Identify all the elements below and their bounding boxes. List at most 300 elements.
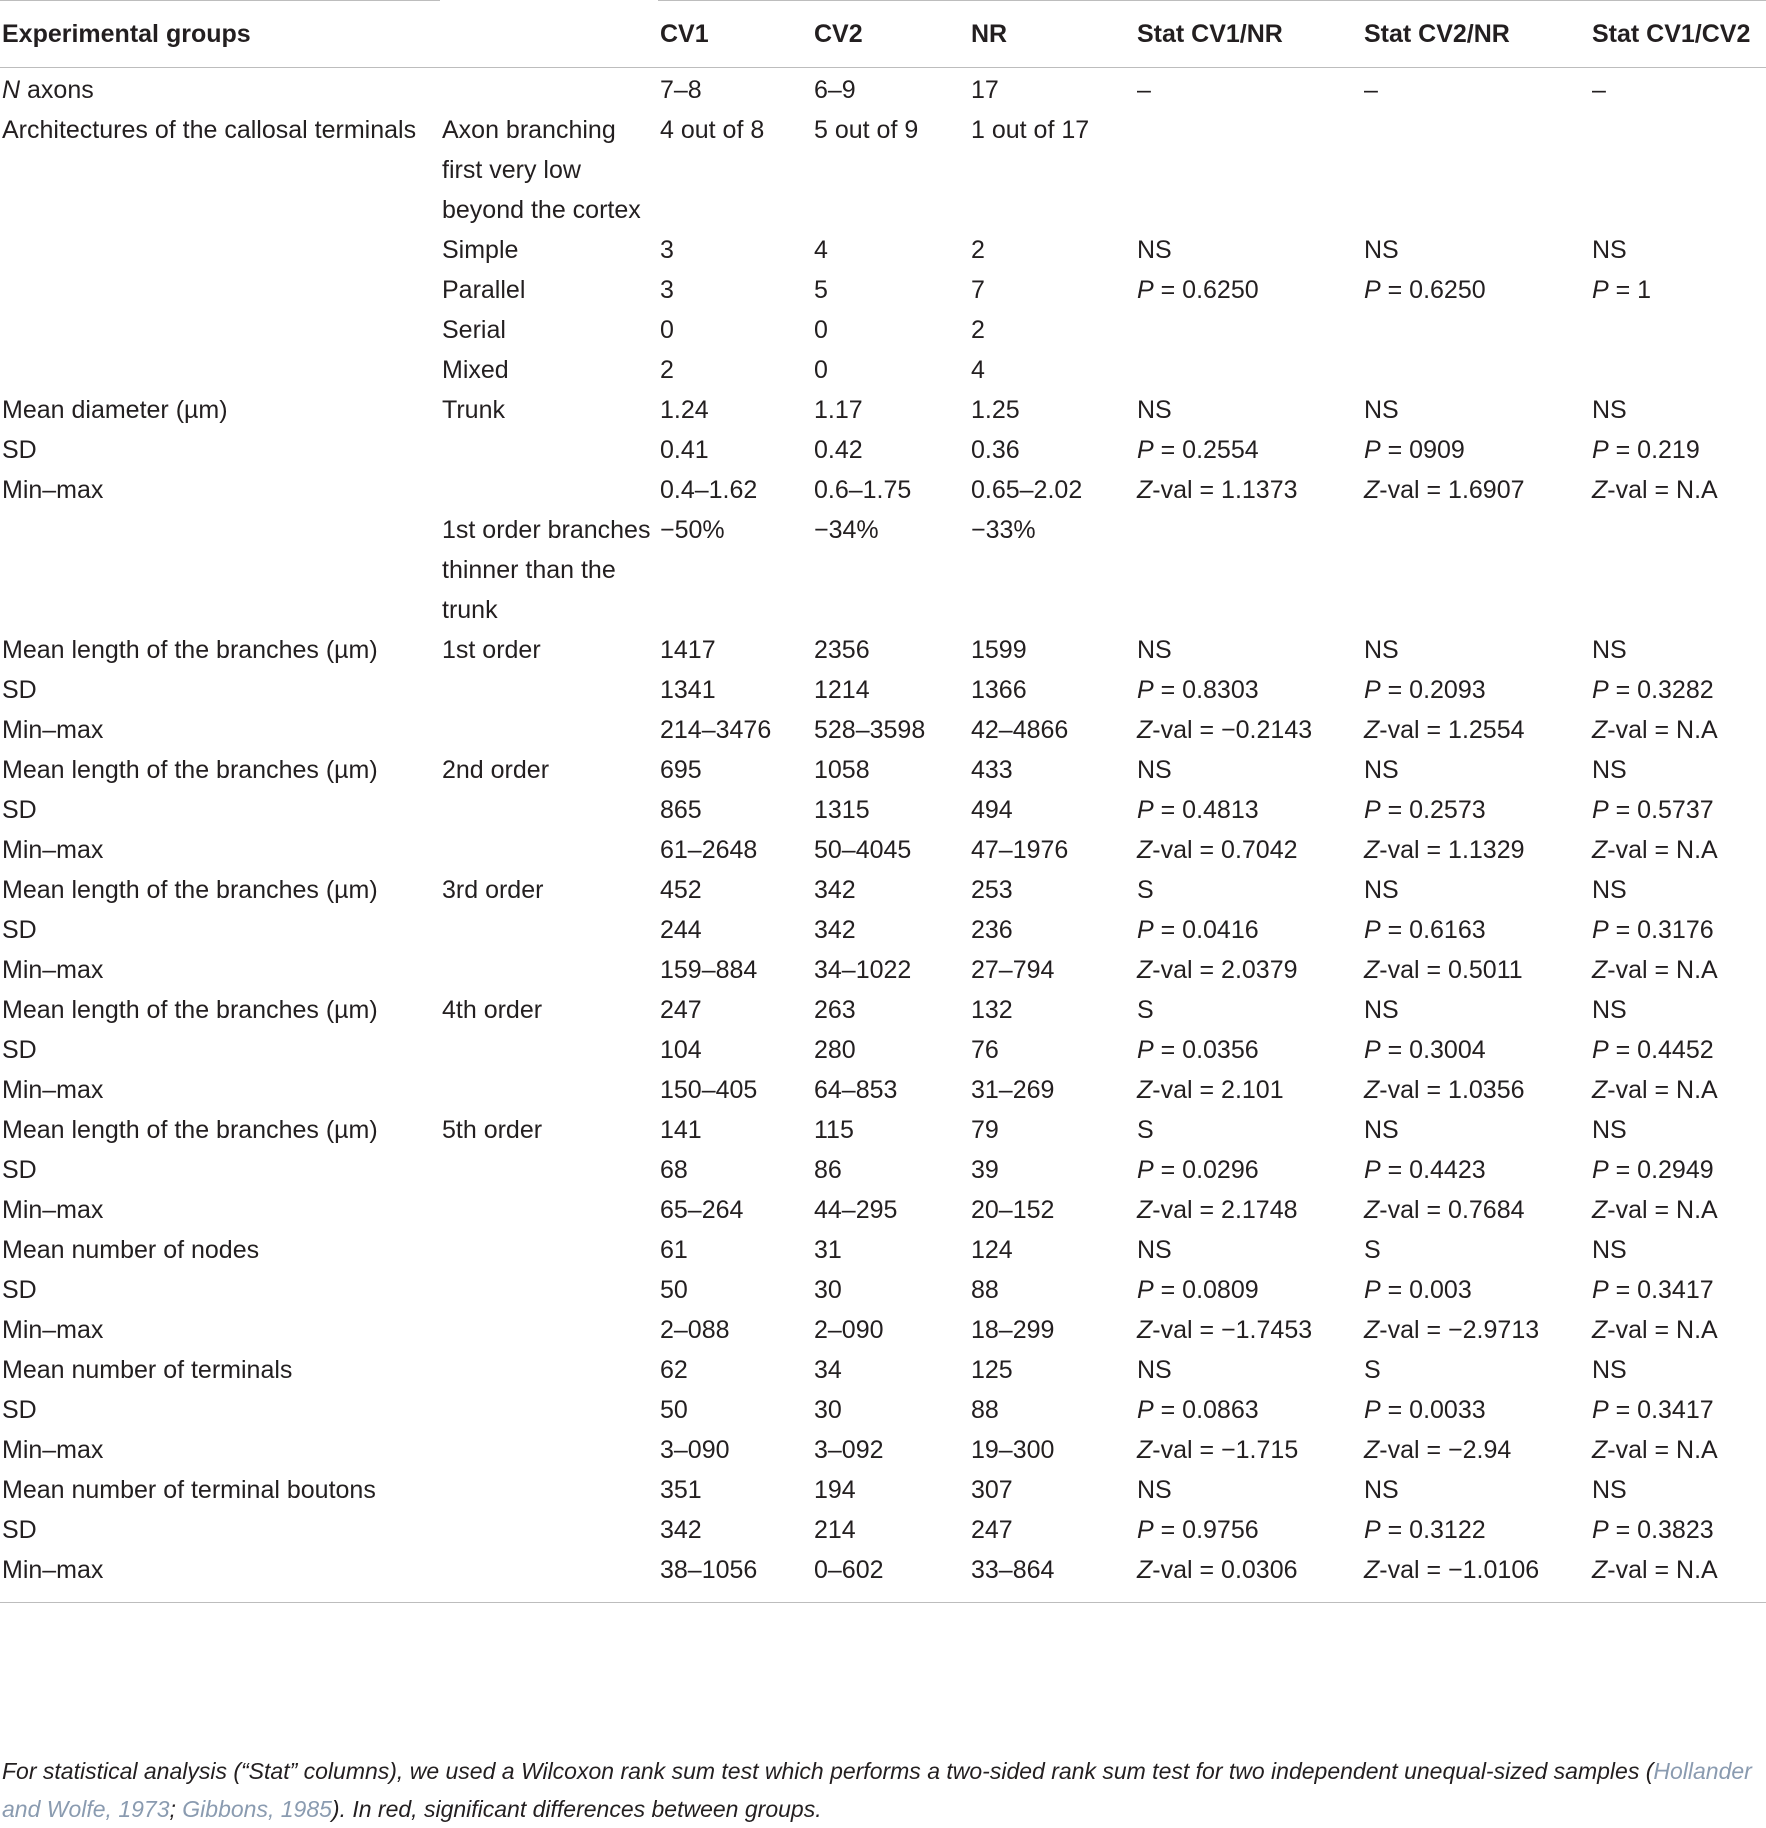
cell-nr: 79	[971, 1116, 999, 1144]
cell-nr: −33%	[971, 516, 1036, 544]
row-sublabel	[440, 1190, 658, 1230]
cell-cv1: 4 out of 8	[660, 116, 765, 144]
cell-stat-cv2-nr	[1362, 350, 1590, 390]
cell-nr: 19–300	[971, 1436, 1055, 1464]
table-row	[0, 870, 1766, 910]
cell-nr: 88	[971, 1396, 999, 1424]
cell-cv1: 1.24	[660, 396, 709, 424]
cell-nr: 18–299	[971, 1316, 1055, 1344]
cell-cv2: 263	[814, 996, 856, 1024]
cell-stat-cv2-nr: NS	[1364, 876, 1399, 904]
cell-stat-cv1-nr: P = 0.0863	[1137, 1396, 1259, 1424]
cell-stat-cv1-cv2: P = 0.3417	[1592, 1396, 1714, 1424]
row-label: Min–max	[2, 836, 104, 864]
cell-cv1: 0	[660, 316, 674, 344]
row-label: Min–max	[2, 1316, 104, 1344]
cell-cv1: 351	[660, 1476, 702, 1504]
row-label: SD	[2, 1276, 37, 1304]
row-sublabel	[440, 470, 658, 510]
cell-cv2: 1.17	[814, 396, 863, 424]
cell-stat-cv1-cv2: NS	[1592, 756, 1627, 784]
table-row	[0, 1070, 1766, 1110]
row-sublabel	[440, 790, 658, 830]
cell-stat-cv2-nr: P = 0.2573	[1364, 796, 1486, 824]
cell-stat-cv1-cv2	[1590, 510, 1766, 630]
table-row	[0, 510, 1766, 630]
table-row	[0, 990, 1766, 1030]
cell-cv2: 2–090	[814, 1316, 884, 1344]
footnote-text: For statistical analysis (“Stat” columns), we used a Wilcoxon rank sum test which performs a two-sided rank sum test for two independent unequal-sized samples (	[2, 1758, 1654, 1784]
table-footnote	[2, 1752, 1762, 1828]
cell-stat-cv1-nr: S	[1137, 1116, 1154, 1144]
cell-cv2: 64–853	[814, 1076, 898, 1104]
table-row	[0, 1230, 1766, 1270]
cell-cv2: 50–4045	[814, 836, 912, 864]
cell-stat-cv2-nr: NS	[1364, 996, 1399, 1024]
cell-stat-cv1-nr: NS	[1137, 636, 1172, 664]
row-sublabel	[440, 830, 658, 870]
row-label: SD	[2, 1036, 37, 1064]
cell-stat-cv1-nr: Z-val = 0.0306	[1135, 1550, 1362, 1603]
row-sublabel: Parallel	[442, 276, 526, 304]
table-row	[0, 430, 1766, 470]
cell-nr: 1 out of 17	[971, 116, 1090, 144]
cell-stat-cv2-nr: P = 0.0033	[1364, 1396, 1486, 1424]
row-sublabel: Serial	[442, 316, 506, 344]
cell-nr: 17	[971, 76, 999, 104]
cell-stat-cv1-nr: NS	[1137, 1236, 1172, 1264]
row-sublabel	[440, 1070, 658, 1110]
cell-stat-cv2-nr: P = 0.3122	[1364, 1516, 1486, 1544]
table-row	[0, 68, 1766, 111]
table-row	[0, 830, 1766, 870]
cell-stat-cv1-cv2: NS	[1592, 996, 1627, 1024]
cell-stat-cv1-nr: P = 0.0416	[1137, 916, 1259, 944]
cell-stat-cv2-nr: P = 0.003	[1364, 1276, 1472, 1304]
cell-stat-cv1-nr: NS	[1137, 756, 1172, 784]
cell-stat-cv2-nr: Z-val = −2.94	[1364, 1436, 1512, 1464]
cell-nr: 1599	[971, 636, 1027, 664]
cell-stat-cv1-nr: P = 0.0809	[1137, 1276, 1259, 1304]
cell-cv2: 115	[814, 1116, 854, 1144]
cell-cv1: −50%	[660, 516, 725, 544]
row-label: N axons	[2, 76, 94, 104]
cell-cv1: 141	[660, 1116, 702, 1144]
row-label: SD	[2, 1396, 37, 1424]
row-label: Mean number of nodes	[2, 1236, 260, 1264]
cell-stat-cv1-cv2: Z-val = N.A	[1592, 1076, 1718, 1104]
row-sublabel: Simple	[442, 236, 519, 264]
cell-cv1: 61	[660, 1236, 688, 1264]
row-label: Min–max	[2, 1076, 104, 1104]
header-stat-cv2-nr: Stat CV2/NR	[1362, 1, 1590, 68]
row-label: Mean number of terminals	[2, 1356, 293, 1384]
cell-cv2: 5 out of 9	[814, 116, 919, 144]
cell-cv2: 6–9	[814, 76, 856, 104]
table-row	[0, 1190, 1766, 1230]
row-label: Mean length of the branches (µm)	[2, 1116, 378, 1144]
row-label: SD	[2, 676, 37, 704]
table-row	[0, 630, 1766, 670]
table-row	[0, 1310, 1766, 1350]
cell-nr: 31–269	[971, 1076, 1055, 1104]
row-label: Min–max	[2, 956, 104, 984]
cell-nr: 42–4866	[971, 716, 1069, 744]
table-row	[0, 270, 1766, 310]
cell-stat-cv2-nr: P = 0.6250	[1364, 276, 1486, 304]
row-label: Min–max	[2, 1196, 104, 1224]
table-row	[0, 950, 1766, 990]
table-row	[0, 230, 1766, 270]
cell-nr: 47–1976	[971, 836, 1069, 864]
cell-nr: 307	[971, 1476, 1013, 1504]
cell-cv2: 30	[814, 1276, 842, 1304]
cell-cv1: 865	[660, 796, 702, 824]
row-sublabel	[440, 1550, 658, 1603]
cell-nr: 33–864	[969, 1550, 1135, 1603]
cell-stat-cv1-nr: S	[1137, 876, 1154, 904]
cell-stat-cv2-nr: S	[1364, 1356, 1381, 1384]
header-experimental-groups: Experimental groups	[0, 1, 440, 68]
cell-cv2: 0.6–1.75	[814, 476, 912, 504]
cell-nr: 494	[971, 796, 1013, 824]
row-sublabel: 1st order	[442, 636, 541, 664]
cell-nr: 88	[971, 1276, 999, 1304]
row-label	[0, 270, 440, 310]
cell-nr: 0.36	[971, 436, 1020, 464]
row-label: Min–max	[2, 716, 104, 744]
row-sublabel	[440, 910, 658, 950]
cell-stat-cv1-cv2: P = 0.3823	[1592, 1516, 1714, 1544]
row-label: Mean length of the branches (µm)	[2, 876, 378, 904]
header-cv1: CV1	[658, 1, 812, 68]
cell-stat-cv1-cv2: Z-val = N.A	[1590, 1550, 1766, 1603]
cell-stat-cv1-nr	[1135, 510, 1362, 630]
cell-stat-cv1-cv2: Z-val = N.A	[1592, 1436, 1718, 1464]
cell-stat-cv1-nr: P = 0.2554	[1137, 436, 1259, 464]
cell-stat-cv2-nr: Z-val = −1.0106	[1362, 1550, 1590, 1603]
header-cv2: CV2	[812, 1, 969, 68]
row-sublabel	[440, 1510, 658, 1550]
cell-stat-cv1-nr: Z-val = 0.7042	[1137, 836, 1298, 864]
table-row	[0, 390, 1766, 430]
header-stat-cv1-nr: Stat CV1/NR	[1135, 1, 1362, 68]
cell-stat-cv1-cv2: P = 0.219	[1592, 436, 1700, 464]
cell-nr: 247	[971, 1516, 1013, 1544]
cell-nr: 2	[971, 236, 985, 264]
cell-stat-cv1-cv2: P = 0.3176	[1592, 916, 1714, 944]
cell-stat-cv1-nr: P = 0.6250	[1137, 276, 1259, 304]
cell-stat-cv1-nr: NS	[1137, 1476, 1172, 1504]
cell-cv2: 5	[814, 276, 828, 304]
row-sublabel: Axon branching first very low beyond the cortex	[442, 116, 641, 224]
cell-stat-cv1-cv2: P = 0.3282	[1592, 676, 1714, 704]
row-sublabel	[440, 1230, 658, 1270]
row-label: Mean length of the branches (µm)	[2, 756, 378, 784]
table-row	[0, 1350, 1766, 1390]
table-row	[0, 1430, 1766, 1470]
row-sublabel	[440, 1430, 658, 1470]
cell-stat-cv1-cv2: NS	[1592, 396, 1627, 424]
table-row	[0, 750, 1766, 790]
cell-stat-cv2-nr: NS	[1364, 236, 1399, 264]
cell-cv2: 3–092	[814, 1436, 884, 1464]
cell-stat-cv1-cv2: NS	[1592, 876, 1627, 904]
cell-cv1: 244	[660, 916, 702, 944]
header-subgroup	[440, 1, 658, 68]
cell-stat-cv1-nr: S	[1137, 996, 1154, 1024]
cell-cv2: 0.42	[814, 436, 863, 464]
cell-stat-cv1-cv2	[1590, 110, 1766, 230]
cell-cv1: 159–884	[660, 956, 758, 984]
cell-cv2: 34–1022	[814, 956, 912, 984]
row-sublabel	[440, 430, 658, 470]
row-sublabel	[440, 670, 658, 710]
cell-nr: 124	[971, 1236, 1013, 1264]
cell-cv1: 68	[660, 1156, 688, 1184]
cell-stat-cv1-nr: P = 0.0356	[1137, 1036, 1259, 1064]
cell-cv1: 1417	[660, 636, 716, 664]
footnote-separator: ;	[169, 1796, 183, 1822]
row-sublabel	[440, 950, 658, 990]
cell-stat-cv1-cv2: P = 1	[1592, 276, 1652, 304]
cell-cv1: 61–2648	[660, 836, 758, 864]
footnote-reference-gibbons[interactable]: Gibbons, 1985	[182, 1796, 332, 1822]
row-sublabel: 4th order	[442, 996, 543, 1024]
cell-stat-cv2-nr: Z-val = 0.7684	[1364, 1196, 1525, 1224]
table-row	[0, 110, 1766, 230]
cell-stat-cv2-nr: Z-val = −2.9713	[1364, 1316, 1540, 1344]
cell-cv2: 31	[814, 1236, 842, 1264]
cell-stat-cv2-nr: Z-val = 0.5011	[1364, 956, 1523, 984]
row-label: SD	[2, 916, 37, 944]
cell-stat-cv1-cv2	[1590, 310, 1766, 350]
row-label	[0, 310, 440, 350]
cell-cv1: 38–1056	[658, 1550, 812, 1603]
cell-cv2: 528–3598	[814, 716, 926, 744]
cell-cv2: 2356	[814, 636, 870, 664]
footnote-tail: ). In red, significant differences between groups.	[331, 1796, 822, 1822]
cell-cv1: 2	[660, 356, 674, 384]
row-sublabel	[440, 1390, 658, 1430]
table-row	[0, 1550, 1766, 1603]
cell-stat-cv1-nr: NS	[1137, 396, 1172, 424]
row-label: Mean length of the branches (µm)	[2, 996, 378, 1024]
cell-stat-cv1-cv2	[1590, 350, 1766, 390]
cell-stat-cv1-cv2: NS	[1592, 1356, 1627, 1384]
cell-cv1: 3–090	[660, 1436, 730, 1464]
cell-cv2: 1214	[814, 676, 870, 704]
cell-stat-cv2-nr: S	[1364, 1236, 1381, 1264]
cell-stat-cv1-cv2: P = 0.4452	[1592, 1036, 1714, 1064]
cell-nr: 1.25	[971, 396, 1020, 424]
cell-stat-cv1-cv2: Z-val = N.A	[1592, 836, 1718, 864]
cell-stat-cv2-nr: Z-val = 1.6907	[1364, 476, 1525, 504]
table-row	[0, 1390, 1766, 1430]
cell-stat-cv2-nr: P = 0909	[1364, 436, 1465, 464]
table-row	[0, 710, 1766, 750]
row-label: SD	[2, 1156, 37, 1184]
cell-cv2: 34	[814, 1356, 842, 1384]
cell-stat-cv2-nr: –	[1364, 76, 1378, 104]
row-label: SD	[2, 436, 37, 464]
cell-stat-cv1-nr: NS	[1137, 1356, 1172, 1384]
cell-stat-cv1-nr	[1135, 350, 1362, 390]
cell-stat-cv2-nr	[1362, 510, 1590, 630]
cell-stat-cv1-nr: –	[1137, 76, 1151, 104]
cell-stat-cv2-nr: P = 0.3004	[1364, 1036, 1486, 1064]
row-label: Mean diameter (µm)	[2, 396, 228, 424]
cell-stat-cv1-nr: P = 0.8303	[1137, 676, 1259, 704]
row-sublabel	[440, 1030, 658, 1070]
cell-cv2: 4	[814, 236, 828, 264]
cell-cv2: 30	[814, 1396, 842, 1424]
cell-stat-cv1-nr	[1135, 110, 1362, 230]
cell-stat-cv1-nr: Z-val = 2.1748	[1137, 1196, 1298, 1224]
table-row	[0, 1030, 1766, 1070]
row-sublabel: 2nd order	[442, 756, 550, 784]
cell-stat-cv1-cv2: Z-val = N.A	[1592, 956, 1718, 984]
table-row	[0, 310, 1766, 350]
table-row	[0, 1150, 1766, 1190]
cell-stat-cv1-cv2: NS	[1592, 1236, 1627, 1264]
row-sublabel	[440, 1470, 658, 1510]
row-label: Architectures of the callosal terminals	[2, 116, 417, 144]
cell-nr: 253	[971, 876, 1013, 904]
cell-cv1: 65–264	[660, 1196, 744, 1224]
cell-stat-cv2-nr: NS	[1364, 756, 1399, 784]
cell-stat-cv1-cv2: P = 0.5737	[1592, 796, 1714, 824]
cell-cv1: 3	[660, 236, 674, 264]
cell-stat-cv1-cv2: P = 0.2949	[1592, 1156, 1714, 1184]
cell-stat-cv2-nr: NS	[1364, 1116, 1399, 1144]
row-sublabel	[440, 1270, 658, 1310]
cell-nr: 76	[971, 1036, 999, 1064]
cell-cv2: 1315	[814, 796, 870, 824]
cell-cv1: 342	[660, 1516, 702, 1544]
table-row	[0, 470, 1766, 510]
cell-cv1: 7–8	[660, 76, 702, 104]
row-label	[0, 230, 440, 270]
cell-cv2: 86	[814, 1156, 842, 1184]
cell-nr: 0.65–2.02	[971, 476, 1083, 504]
cell-cv2: 280	[814, 1036, 856, 1064]
cell-stat-cv1-cv2: P = 0.3417	[1592, 1276, 1714, 1304]
table-row	[0, 1270, 1766, 1310]
row-sublabel: Mixed	[442, 356, 509, 384]
cell-cv1: 0.4–1.62	[660, 476, 758, 504]
cell-cv2: 342	[814, 916, 856, 944]
table-row	[0, 350, 1766, 390]
cell-stat-cv1-nr: Z-val = −0.2143	[1137, 716, 1313, 744]
cell-nr: 20–152	[971, 1196, 1055, 1224]
row-label: Min–max	[0, 1550, 440, 1603]
header-stat-cv1-cv2: Stat CV1/CV2	[1590, 1, 1766, 68]
cell-stat-cv1-cv2: Z-val = N.A	[1592, 1316, 1718, 1344]
row-sublabel: 1st order branches thinner than the trunk	[442, 516, 651, 624]
cell-stat-cv1-nr: Z-val = −1.715	[1137, 1436, 1299, 1464]
cell-cv1: 695	[660, 756, 702, 784]
row-label: SD	[2, 796, 37, 824]
table-row	[0, 670, 1766, 710]
cell-cv1: 214–3476	[660, 716, 772, 744]
cell-stat-cv1-nr: Z-val = 1.1373	[1137, 476, 1298, 504]
table-row	[0, 1470, 1766, 1510]
cell-stat-cv1-cv2: Z-val = N.A	[1592, 476, 1718, 504]
cell-cv2: 214	[814, 1516, 856, 1544]
cell-nr: 236	[971, 916, 1013, 944]
footnote-reference-hollander[interactable]: Hollander and Wolfe, 1973	[2, 1758, 1752, 1822]
cell-stat-cv2-nr: NS	[1364, 396, 1399, 424]
table-body	[0, 68, 1766, 1603]
cell-stat-cv1-cv2: NS	[1592, 236, 1627, 264]
table-row	[0, 910, 1766, 950]
cell-nr: 132	[971, 996, 1013, 1024]
cell-stat-cv2-nr: Z-val = 1.0356	[1364, 1076, 1525, 1104]
cell-stat-cv1-nr: Z-val = 2.0379	[1137, 956, 1298, 984]
cell-cv1: 50	[660, 1396, 688, 1424]
cell-stat-cv2-nr	[1362, 310, 1590, 350]
cell-cv2: 0	[814, 356, 828, 384]
cell-cv1: 247	[660, 996, 702, 1024]
cell-cv1: 150–405	[660, 1076, 758, 1104]
cell-stat-cv1-cv2: NS	[1592, 1116, 1627, 1144]
header-row	[0, 1, 1766, 68]
cell-cv2: 342	[814, 876, 856, 904]
header-nr: NR	[969, 1, 1135, 68]
cell-nr: 39	[971, 1156, 999, 1184]
row-sublabel	[440, 68, 658, 111]
cell-cv1: 0.41	[660, 436, 709, 464]
cell-cv2: 194	[814, 1476, 856, 1504]
cell-cv2: −34%	[814, 516, 879, 544]
cell-stat-cv2-nr: P = 0.6163	[1364, 916, 1486, 944]
cell-cv1: 3	[660, 276, 674, 304]
cell-stat-cv1-nr: Z-val = −1.7453	[1137, 1316, 1313, 1344]
cell-stat-cv2-nr: NS	[1364, 1476, 1399, 1504]
cell-nr: 1366	[971, 676, 1027, 704]
row-sublabel	[440, 1350, 658, 1390]
cell-stat-cv1-cv2: Z-val = N.A	[1592, 716, 1718, 744]
cell-stat-cv2-nr: Z-val = 1.2554	[1364, 716, 1525, 744]
row-sublabel: 5th order	[442, 1116, 543, 1144]
table-row	[0, 1510, 1766, 1550]
cell-cv2: 0	[814, 316, 828, 344]
cell-nr: 4	[971, 356, 985, 384]
cell-cv1: 1341	[660, 676, 716, 704]
row-sublabel: Trunk	[442, 396, 505, 424]
cell-nr: 7	[971, 276, 985, 304]
row-sublabel: 3rd order	[442, 876, 544, 904]
row-sublabel	[440, 710, 658, 750]
cell-stat-cv2-nr	[1362, 110, 1590, 230]
row-label	[0, 510, 440, 630]
cell-stat-cv2-nr: P = 0.2093	[1364, 676, 1486, 704]
cell-stat-cv1-nr: P = 0.0296	[1137, 1156, 1259, 1184]
row-label: SD	[2, 1516, 37, 1544]
cell-cv2: 0–602	[812, 1550, 969, 1603]
table-row	[0, 1110, 1766, 1150]
row-sublabel	[440, 1150, 658, 1190]
row-label: Mean number of terminal boutons	[2, 1476, 376, 1504]
row-label: Min–max	[2, 476, 104, 504]
cell-nr: 2	[971, 316, 985, 344]
table-row	[0, 790, 1766, 830]
row-label: Mean length of the branches (µm)	[2, 636, 378, 664]
cell-nr: 125	[971, 1356, 1013, 1384]
cell-stat-cv1-cv2: NS	[1592, 1476, 1627, 1504]
cell-stat-cv1-nr: P = 0.9756	[1137, 1516, 1259, 1544]
